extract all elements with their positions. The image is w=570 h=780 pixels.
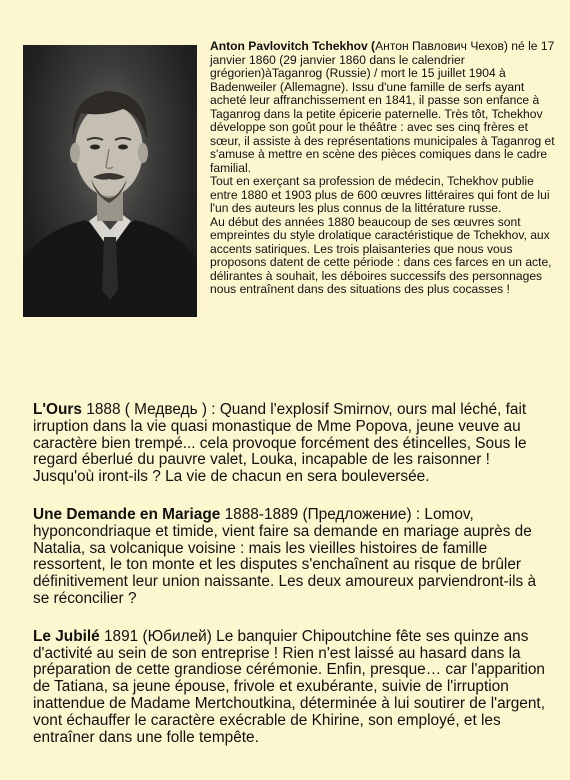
author-portrait: [23, 45, 197, 317]
play-description: 1888-1889 (Предложение) : Lomov, hyponcondriaque et timide, vient faire sa demande en mariage auprès de Natalia, sa volcanique voisine : mais les vieilles histoires de famille ressortent, le ton monte et les disputes s'enchaînent au risque de brûler définitivement leur union naissante. Les deux amoureux parviendront-ils à se réconcilier ?: [33, 505, 537, 607]
bio-paragraph-3: Au début des années 1880 beaucoup de ses œuvres sont empreintes du style drolatique caractéristique de Tchekhov, aux accents satiriques. Les trois plaisanteries que nous vous proposons datent de cette période : dans ces farces en un acte, délirantes à souhait, les déboires successifs des personnages nous entraînent dans des situations des plus cocasses !: [210, 214, 552, 296]
bio-paragraph-1: [210, 40, 555, 175]
play-description: 1888 ( Медведь ) : Quand l'explosif Smirnov, ours mal léché, fait irruption dans la vie quasi monastique de Mme Popova, jeune veuve au caractère bien trempé... cela provoque forcément des étincelles, Sous le regard éberlué du pauvre valet, Louka, incapable de les raisonner ! Jusqu'où iront-ils ? La vie de chacun en sera bouleversée.: [33, 401, 527, 486]
play-entry: [33, 629, 553, 747]
play-entry: [33, 507, 553, 608]
bio-intro-text: Антон Павлович Чехов) né le 17 janvier 1860 (29 janvier 1860 dans le calendrier grégorien)àTaganrog (Russie) / mort le 15 juillet 1904 à Badenweiler (Allemagne). Issu d'une famille de serfs ayant acheté leur affranchissement en 1841, il passe son enfance à Taganrog dans la petite épicerie paternelle. Très tôt, Tchekhov développe son goût pour le théâtre : avec ses cinq frères et sœur, il assiste à des représentations municipales à Taganrog et s'amuse à mettre en scène des pièces comiques dans le cadre familial.: [210, 39, 555, 175]
plays-section: [33, 402, 553, 767]
bio-paragraph-2: Tout en exerçant sa profession de médecin, Tchekhov publie entre 1880 et 1903 plus de 600 œuvres littéraires qui font de lui l'un des auteurs les plus connus de la littérature russe.: [210, 174, 550, 215]
play-description: 1891 (Юбилей) Le banquier Chipoutchine fête ses quinze ans d'activité au sein de son entreprise ! Rien n'est laissé au hasard dans la préparation de cette grandiose cérémonie. Enfin, presque… car l'apparition de Tatiana, sa jeune épouse, frivole et exubérante, suivie de l'irruption inattendue de Madame Mertchoutkina, déterminée à lui soutirer de l'argent, vont échauffer le caractère exécrable de Khirine, son employé, et les entraîner dans une folle tempête.: [33, 627, 545, 746]
play-title: Le Jubilé: [33, 627, 100, 645]
play-title: Une Demande en Mariage: [33, 505, 221, 523]
play-title: L'Ours: [33, 401, 82, 418]
biography: [210, 40, 555, 297]
play-entry: [33, 402, 553, 486]
author-name: Anton Pavlovitch Tchekhov (: [210, 39, 376, 53]
portrait-illustration: [23, 45, 197, 317]
